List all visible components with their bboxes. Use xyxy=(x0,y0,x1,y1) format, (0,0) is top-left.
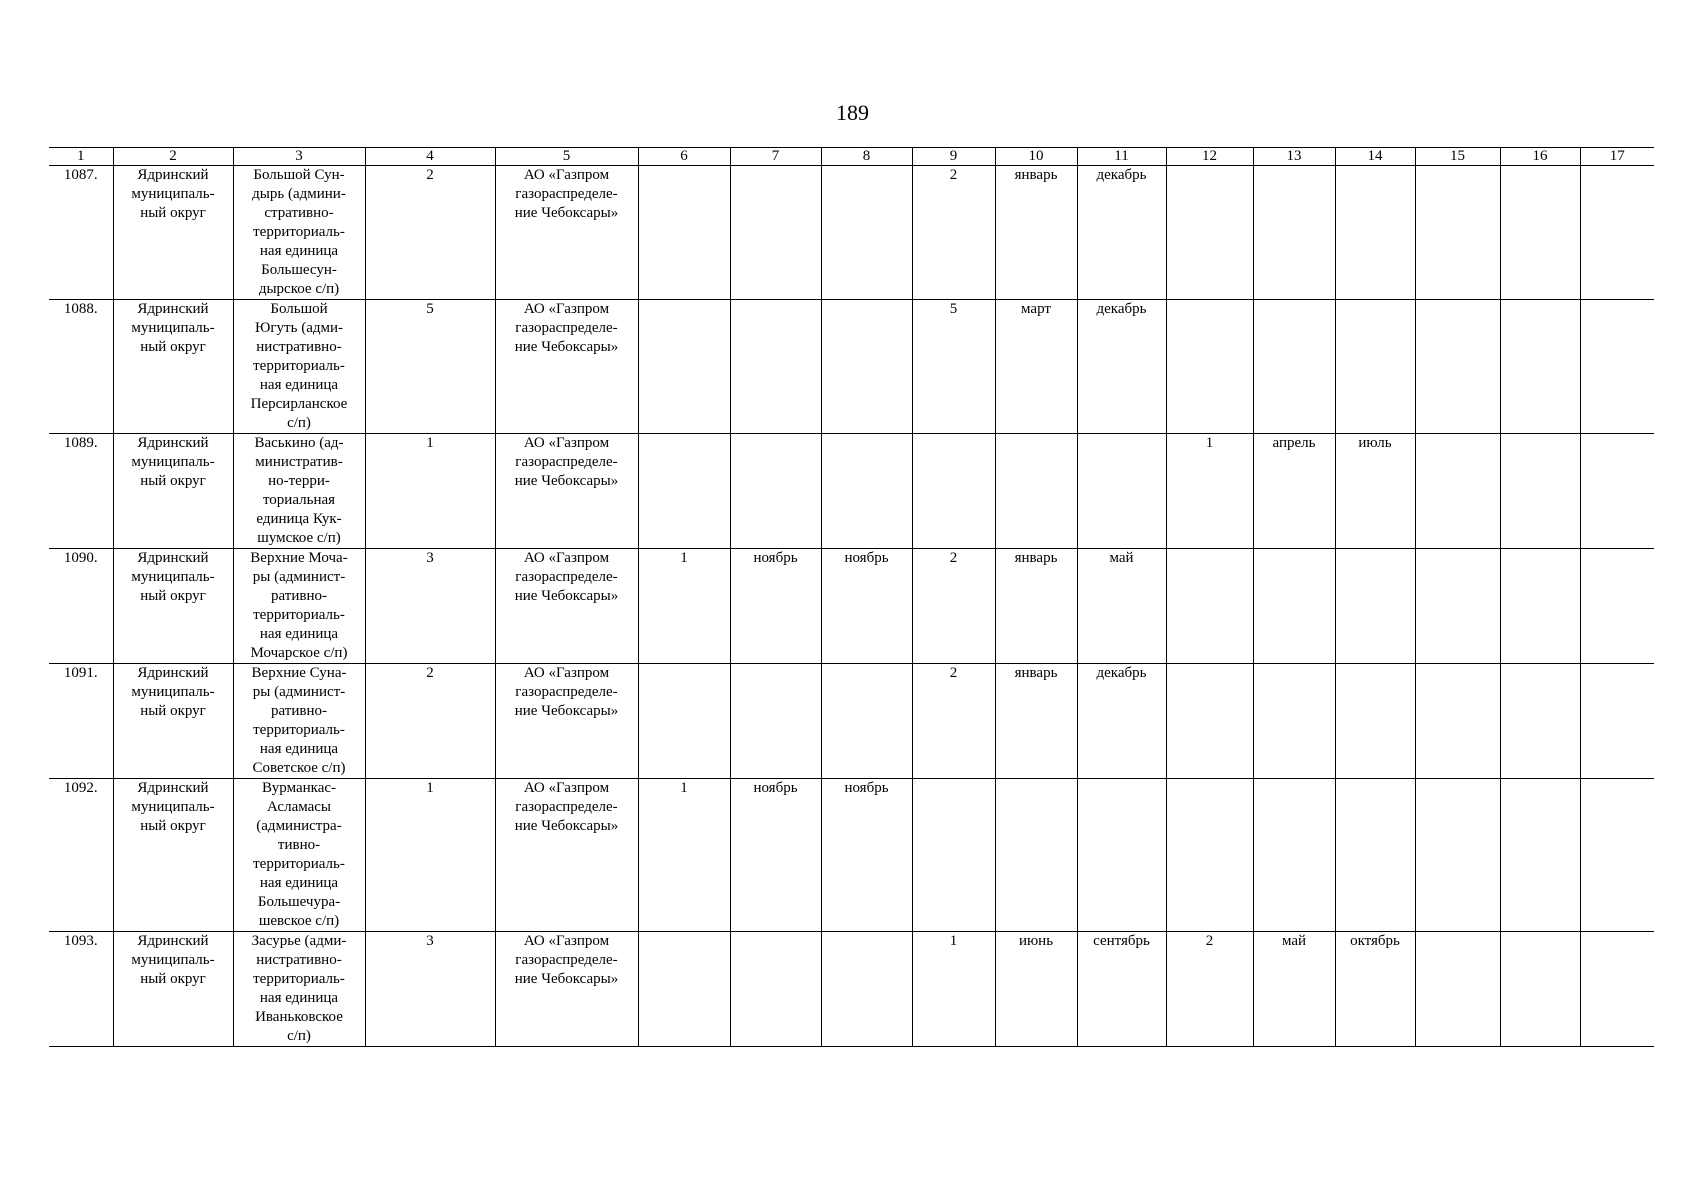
table-cell xyxy=(1253,549,1335,664)
table-cell xyxy=(638,434,730,549)
table-cell xyxy=(1415,932,1500,1047)
municipality-cell: Ядринский муниципаль- ный округ xyxy=(113,932,233,1047)
table-cell: апрель xyxy=(1253,434,1335,549)
table-cell xyxy=(1415,166,1500,300)
column-header: 13 xyxy=(1253,148,1335,166)
organization-cell: АО «Газпром газораспределе- ние Чебоксары» xyxy=(495,166,638,300)
table-cell xyxy=(1253,166,1335,300)
row-number-cell: 1092. xyxy=(49,779,113,932)
table-cell: декабрь xyxy=(1077,300,1166,434)
column-header: 8 xyxy=(821,148,912,166)
table-cell: ноябрь xyxy=(821,549,912,664)
gasification-schedule-table xyxy=(49,147,1654,1047)
count-cell: 3 xyxy=(365,549,495,664)
table-cell: 2 xyxy=(912,664,995,779)
column-header: 17 xyxy=(1580,148,1654,166)
table-cell xyxy=(821,932,912,1047)
row-number-cell: 1088. xyxy=(49,300,113,434)
table-cell xyxy=(1335,166,1415,300)
column-header: 5 xyxy=(495,148,638,166)
table-cell xyxy=(730,300,821,434)
table-cell xyxy=(1500,932,1580,1047)
table-cell xyxy=(1580,166,1654,300)
table-cell xyxy=(1253,664,1335,779)
table-cell xyxy=(1253,300,1335,434)
column-header: 16 xyxy=(1500,148,1580,166)
organization-cell: АО «Газпром газораспределе- ние Чебоксары» xyxy=(495,434,638,549)
municipality-cell: Ядринский муниципаль- ный округ xyxy=(113,664,233,779)
table-cell: июль xyxy=(1335,434,1415,549)
municipality-cell: Ядринский муниципаль- ный округ xyxy=(113,300,233,434)
table-cell xyxy=(821,664,912,779)
settlement-cell: Большой Сун- дырь (админи- стративно- территориаль- ная единица Большесун- дырское с/п) xyxy=(233,166,365,300)
table-cell xyxy=(821,434,912,549)
table-row xyxy=(49,549,1654,664)
table-cell: ноябрь xyxy=(730,779,821,932)
table-cell: декабрь xyxy=(1077,166,1166,300)
count-cell: 3 xyxy=(365,932,495,1047)
table-cell xyxy=(1580,664,1654,779)
settlement-cell: Вурманкас- Асламасы (администра- тивно- территориаль- ная единица Большечура- шевское с/п) xyxy=(233,779,365,932)
table-cell: январь xyxy=(995,664,1077,779)
count-cell: 2 xyxy=(365,166,495,300)
table-cell xyxy=(638,300,730,434)
table-row xyxy=(49,166,1654,300)
table-cell: январь xyxy=(995,166,1077,300)
table-cell xyxy=(912,779,995,932)
table-cell xyxy=(1415,664,1500,779)
table-cell: 1 xyxy=(912,932,995,1047)
table-cell xyxy=(1580,779,1654,932)
organization-cell: АО «Газпром газораспределе- ние Чебоксары» xyxy=(495,932,638,1047)
table-cell xyxy=(1500,300,1580,434)
table-cell: июнь xyxy=(995,932,1077,1047)
table-cell xyxy=(1335,300,1415,434)
table-row xyxy=(49,434,1654,549)
table-row xyxy=(49,300,1654,434)
table-cell xyxy=(1335,779,1415,932)
table-cell xyxy=(1415,300,1500,434)
table-cell xyxy=(1166,166,1253,300)
table-cell xyxy=(1166,549,1253,664)
table-cell xyxy=(1077,434,1166,549)
organization-cell: АО «Газпром газораспределе- ние Чебоксары» xyxy=(495,300,638,434)
column-number-row xyxy=(49,148,1654,166)
table-cell xyxy=(1580,932,1654,1047)
table-cell: 1 xyxy=(638,549,730,664)
count-cell: 1 xyxy=(365,779,495,932)
table-cell xyxy=(821,166,912,300)
table-cell: ноябрь xyxy=(730,549,821,664)
settlement-cell: Большой Югуть (адми- нистративно- территориаль- ная единица Персирланское с/п) xyxy=(233,300,365,434)
row-number-cell: 1091. xyxy=(49,664,113,779)
table-cell: 2 xyxy=(1166,932,1253,1047)
row-number-cell: 1090. xyxy=(49,549,113,664)
table-cell xyxy=(1253,779,1335,932)
column-header: 7 xyxy=(730,148,821,166)
table-row xyxy=(49,664,1654,779)
municipality-cell: Ядринский муниципаль- ный округ xyxy=(113,549,233,664)
column-header: 1 xyxy=(49,148,113,166)
column-header: 10 xyxy=(995,148,1077,166)
table-cell xyxy=(730,664,821,779)
table-cell: 2 xyxy=(912,549,995,664)
table-cell xyxy=(995,434,1077,549)
table-cell: март xyxy=(995,300,1077,434)
row-number-cell: 1089. xyxy=(49,434,113,549)
table-cell xyxy=(1166,664,1253,779)
table-cell: 1 xyxy=(638,779,730,932)
organization-cell: АО «Газпром газораспределе- ние Чебоксары» xyxy=(495,664,638,779)
table-cell xyxy=(1500,664,1580,779)
column-header: 9 xyxy=(912,148,995,166)
table-cell xyxy=(1415,434,1500,549)
column-header: 6 xyxy=(638,148,730,166)
settlement-cell: Васькино (ад- министратив- но-терри- ториальная единица Кук- шумское с/п) xyxy=(233,434,365,549)
table-row xyxy=(49,932,1654,1047)
table-cell xyxy=(1500,434,1580,549)
table-cell: сентябрь xyxy=(1077,932,1166,1047)
column-header: 14 xyxy=(1335,148,1415,166)
table-cell xyxy=(1415,549,1500,664)
table-cell: октябрь xyxy=(1335,932,1415,1047)
table-cell: январь xyxy=(995,549,1077,664)
table-cell xyxy=(1077,779,1166,932)
table-cell xyxy=(730,434,821,549)
municipality-cell: Ядринский муниципаль- ный округ xyxy=(113,166,233,300)
column-header: 12 xyxy=(1166,148,1253,166)
table-cell xyxy=(1335,549,1415,664)
page-number: 189 xyxy=(836,100,869,125)
column-header: 4 xyxy=(365,148,495,166)
municipality-cell: Ядринский муниципаль- ный округ xyxy=(113,434,233,549)
table-cell xyxy=(1580,300,1654,434)
table-cell xyxy=(1500,549,1580,664)
column-header: 15 xyxy=(1415,148,1500,166)
row-number-cell: 1093. xyxy=(49,932,113,1047)
column-header: 2 xyxy=(113,148,233,166)
table-cell xyxy=(912,434,995,549)
row-number-cell: 1087. xyxy=(49,166,113,300)
table-cell xyxy=(1415,779,1500,932)
table-cell: 2 xyxy=(912,166,995,300)
table-row xyxy=(49,779,1654,932)
table-cell xyxy=(730,932,821,1047)
table-cell xyxy=(1166,779,1253,932)
count-cell: 5 xyxy=(365,300,495,434)
table-cell xyxy=(1166,300,1253,434)
table-cell xyxy=(1500,166,1580,300)
table-cell: май xyxy=(1077,549,1166,664)
table-cell: май xyxy=(1253,932,1335,1047)
table-cell xyxy=(1580,549,1654,664)
table-cell xyxy=(995,779,1077,932)
table-cell xyxy=(638,664,730,779)
table-cell xyxy=(1500,779,1580,932)
count-cell: 1 xyxy=(365,434,495,549)
column-header: 11 xyxy=(1077,148,1166,166)
table-cell xyxy=(730,166,821,300)
count-cell: 2 xyxy=(365,664,495,779)
table-cell xyxy=(1335,664,1415,779)
table-cell xyxy=(821,300,912,434)
municipality-cell: Ядринский муниципаль- ный округ xyxy=(113,779,233,932)
table-cell xyxy=(1580,434,1654,549)
table-cell: 1 xyxy=(1166,434,1253,549)
settlement-cell: Верхние Моча- ры (админист- ративно- территориаль- ная единица Мочарское с/п) xyxy=(233,549,365,664)
table-cell xyxy=(638,166,730,300)
organization-cell: АО «Газпром газораспределе- ние Чебоксары» xyxy=(495,549,638,664)
table-cell: ноябрь xyxy=(821,779,912,932)
settlement-cell: Верхние Суна- ры (админист- ративно- территориаль- ная единица Советское с/п) xyxy=(233,664,365,779)
table-cell xyxy=(638,932,730,1047)
table-cell: декабрь xyxy=(1077,664,1166,779)
settlement-cell: Засурье (адми- нистративно- территориаль- ная единица Иваньковское с/п) xyxy=(233,932,365,1047)
table-cell: 5 xyxy=(912,300,995,434)
organization-cell: АО «Газпром газораспределе- ние Чебоксары» xyxy=(495,779,638,932)
column-header: 3 xyxy=(233,148,365,166)
